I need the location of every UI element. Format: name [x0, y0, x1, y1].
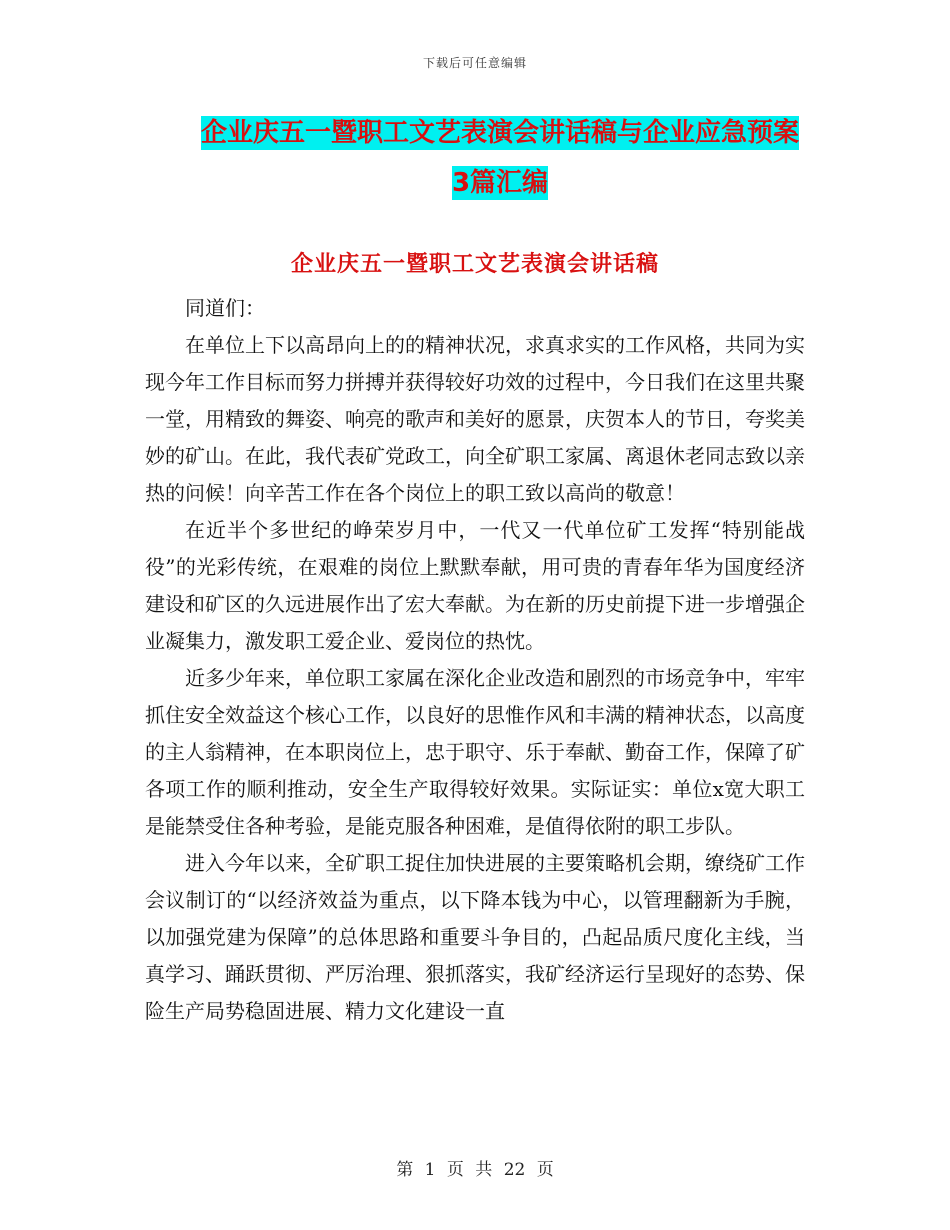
paragraph-salutation: 同道们： — [185, 296, 265, 320]
document-body — [145, 290, 805, 1030]
section-title: 企业庆五一暨职工文艺表演会讲话稿 — [290, 252, 659, 277]
paragraph: 近多少年来，单位职工家属在深化企业改造和剧烈的市场竞争中，牢牢抓住安全效益这个核心工作，以良好的思惟作风和丰满的精神状态，以高度的主人翁精神，在本职岗位上，忠于职守、乐于奉献、勤奋工作，保障了矿各项工作的顺利推动，安全生产取得较好效果。实际证实：单位x宽大职工是能禁受住各种考验，是能克服各种困难，是值得依附的职工步队。 — [145, 666, 805, 838]
header-note: 下载后可任意编辑 — [422, 56, 527, 70]
document-title-line-2: 3篇汇编 — [451, 168, 549, 198]
document-title — [140, 108, 860, 208]
paragraph: 在单位上下以高昂向上的的精神状况，求真求实的工作风格，共同为实现今年工作目标而努力拼搏并获得较好功效的过程中，今日我们在这里共聚一堂，用精致的舞姿、响亮的歌声和美好的愿景，庆贺本人的节日，夸奖美妙的矿山。在此，我代表矿党政工，向全矿职工家属、离退休老同志致以亲热的问候！向辛苦工作在各个岗位上的职工致以高尚的敬意！ — [145, 333, 805, 505]
paragraph: 在近半个多世纪的峥荣岁月中，一代又一代单位矿工发挥“特别能战役”的光彩传统，在艰难的岗位上默默奉献，用可贵的青春年华为国度经济建设和矿区的久远进展作出了宏大奉献。为在新的历史前提下进一步增强企业凝集力，激发职工爱企业、爱岗位的热忱。 — [145, 518, 805, 653]
paragraph: 进入今年以来，全矿职工捉住加快进展的主要策略机会期，缭绕矿工作会议制订的“以经济效益为重点，以下降本钱为中心，以管理翻新为手腕，以加强党建为保障”的总体思路和重要斗争目的，凸起品质尺度化主线，当真学习、踊跃贯彻、严厉治理、狠抓落实，我矿经济运行呈现好的态势、保险生产局势稳固进展、精力文化建设一直 — [145, 851, 805, 1023]
page-number-footer: 第 1 页 共 22 页 — [396, 1160, 554, 1180]
document-title-line-1: 企业庆五一暨职工文艺表演会讲话稿与企业应急预案 — [200, 118, 799, 148]
